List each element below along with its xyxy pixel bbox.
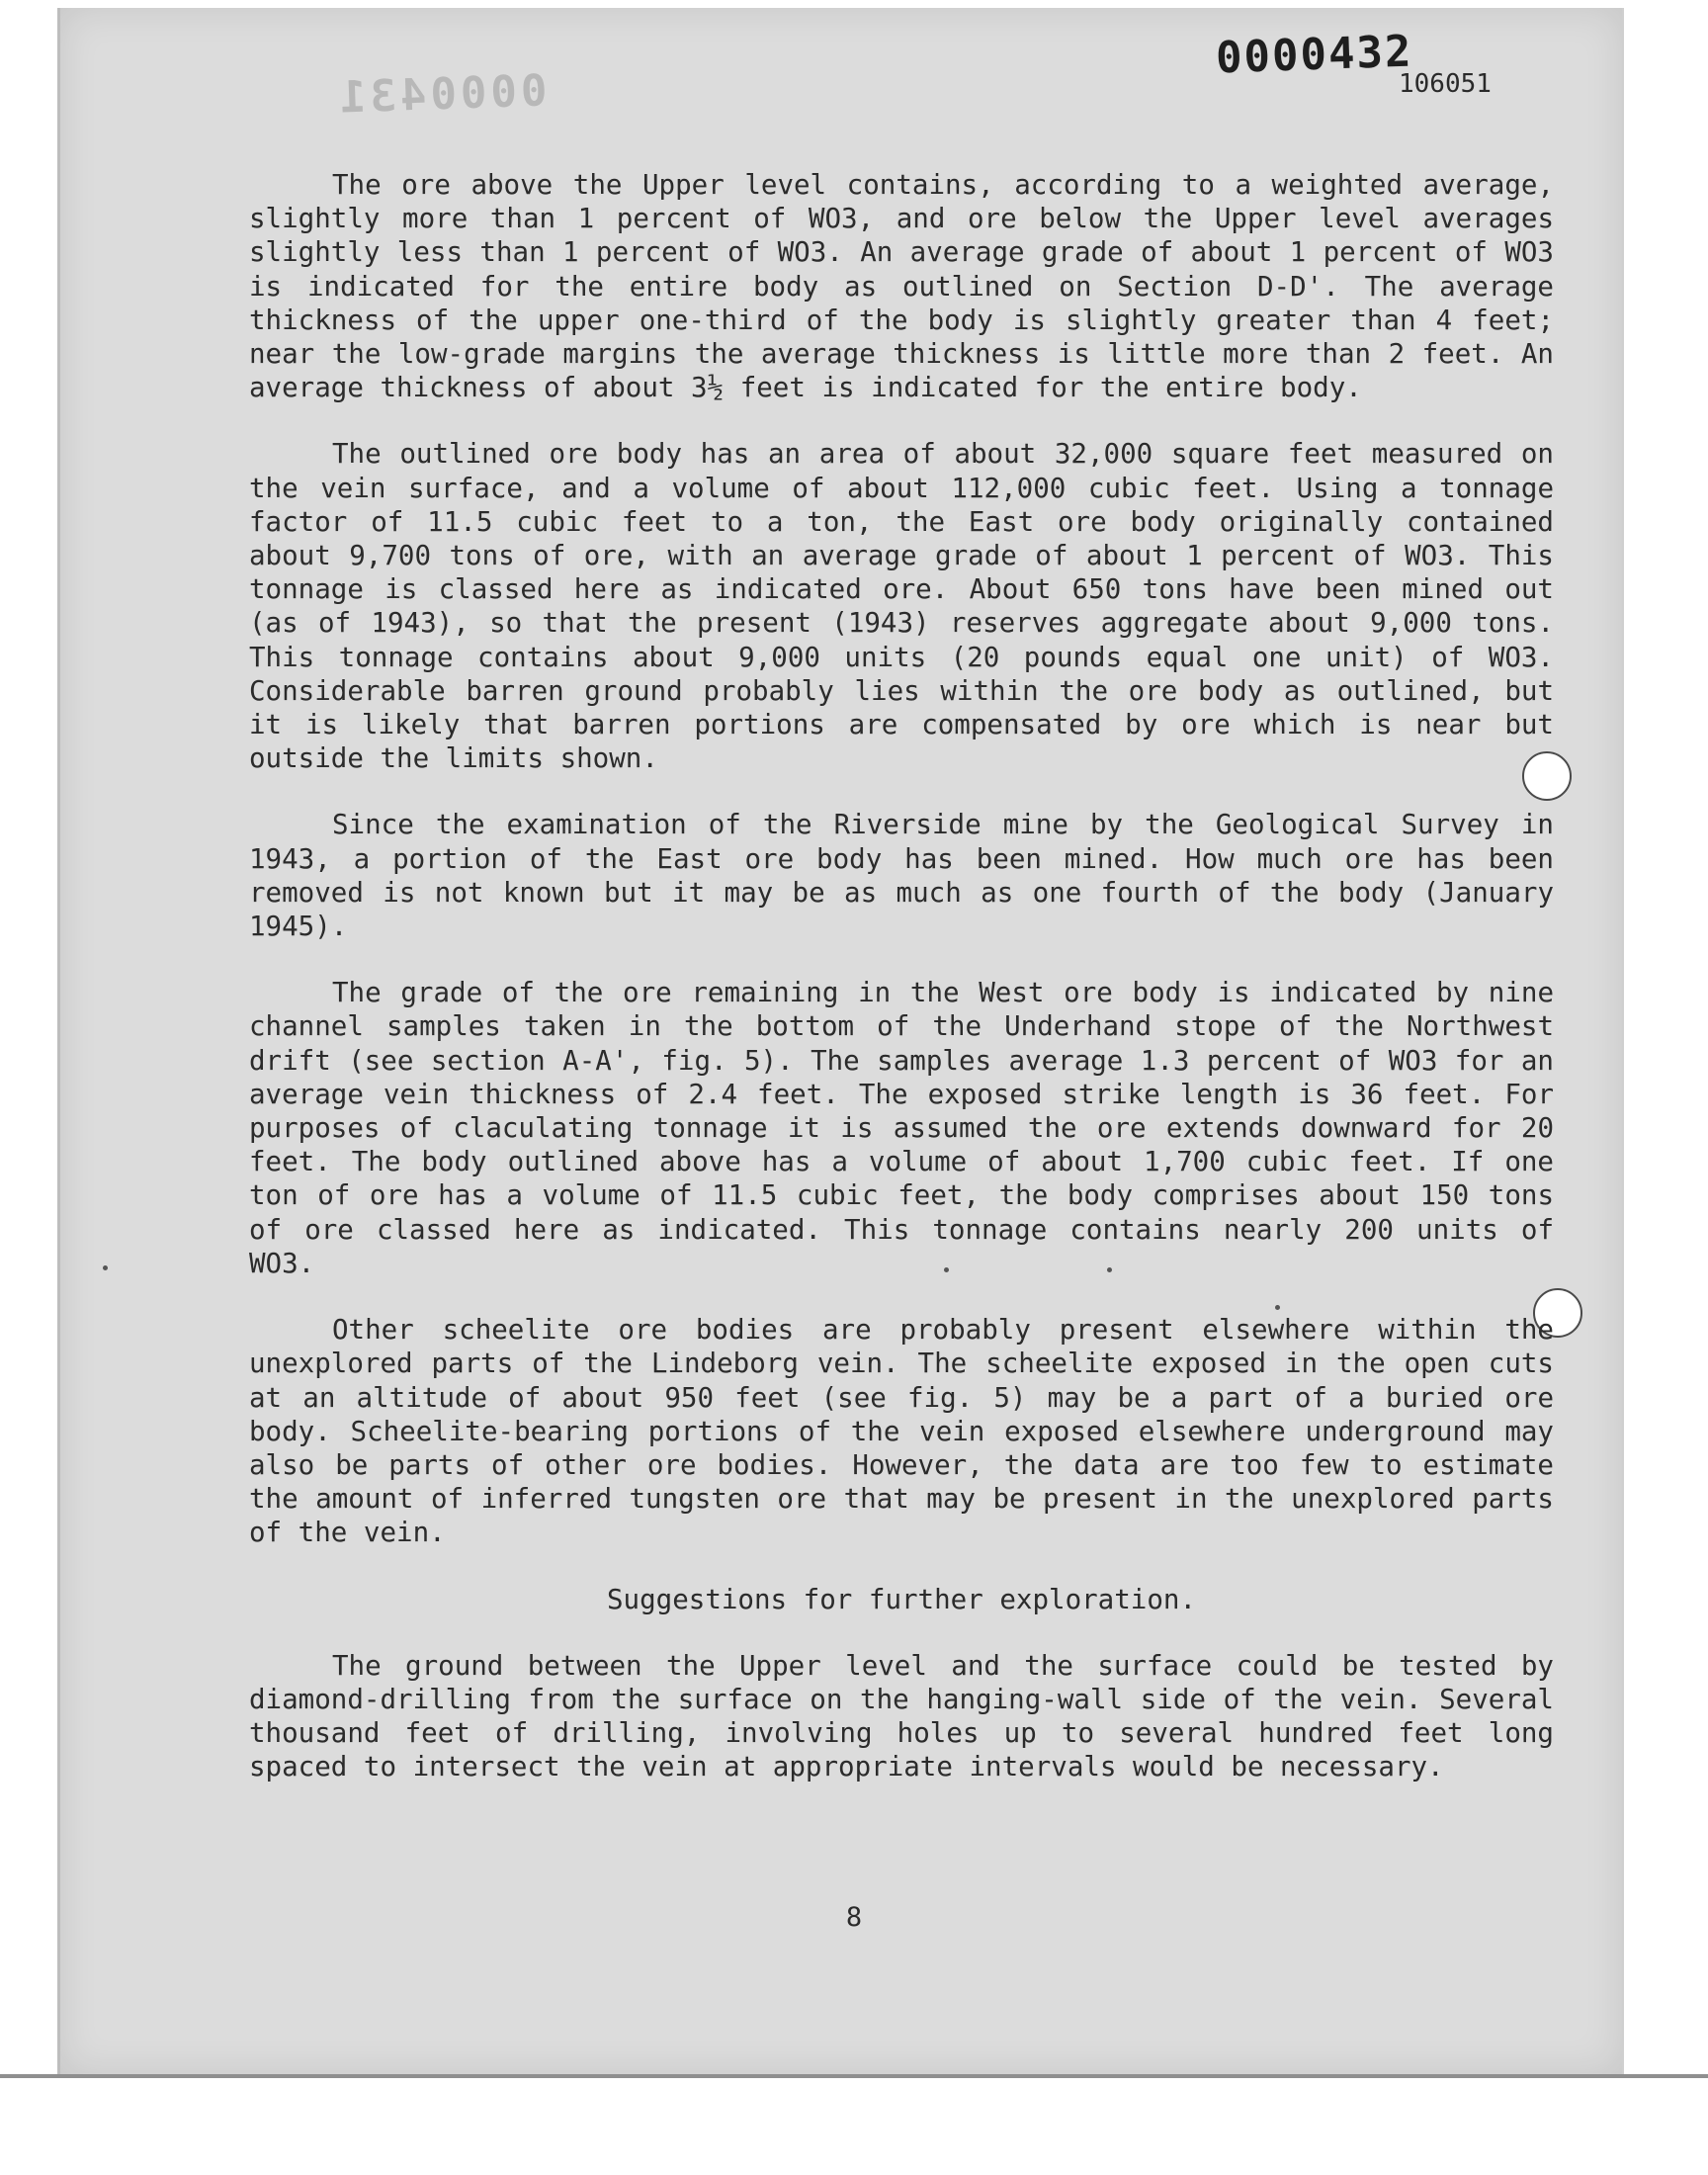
page-edge-shadow bbox=[0, 2074, 1708, 2078]
paragraph-mining-since-1943: Since the examination of the Riverside mine by the Geological Survey in 1943, a portion of the East ore body has been mined. How much ore has been removed is not known but it may be as much as one fourth of the body (January 1945). bbox=[249, 809, 1554, 943]
page-number: 8 bbox=[845, 1902, 863, 1933]
paragraph-west-ore-body: The grade of the ore remaining in the West ore body is indicated by nine channel samples taken in the bottom of the Underhand stope of the Northwest drift (see section A-A', fig. 5). The samples average 1.3 percent of WO3 for an average vein thickness of 2.4 feet. The exposed strike length is 36 feet. For purposes of claculating tonnage it is assumed the ore extends downward for 20 feet. The body outlined above has a volume of about 1,700 cubic feet. If one ton of ore has a volume of 11.5 cubic feet, the body comprises about 150 tons of ore classed here as indicated. This tonnage contains nearly 200 units of WO3. bbox=[249, 977, 1554, 1279]
paragraph-east-ore-body: The outlined ore body has an area of about 32,000 square feet measured on the vein surface, and a volume of about 112,000 cubic feet. Using a tonnage factor of 11.5 cubic feet to a ton, the East ore body originally contained about 9,700 tons of ore, with an average grade of about 1 percent of WO3. This tonnage is classed here as indicated ore. About 650 tons have been mined out (as of 1943), so that the present (1943) reserves aggregate about 9,000 tons. This tonnage contains about 9,000 units (20 pounds equal one unit) of WO3. Considerable barren ground probably lies within the ore body as outlined, but it is likely that barren portions are compensated by ore which is near but outside the limits shown. bbox=[249, 438, 1554, 775]
scan-speck bbox=[103, 1265, 108, 1270]
bleed-through-number: 0000431 bbox=[335, 65, 549, 124]
bates-stamp-number: 0000432 bbox=[1215, 26, 1414, 84]
paragraph-other-ore-bodies: Other scheelite ore bodies are probably present elsewhere within the unexplored parts of the Lindeborg vein. The scheelite exposed in the open cuts at an altitude of about 950 feet (see fig. 5) may be a part of a buried ore body. Scheelite-bearing portions of the vein exposed elsewhere underground may also be parts of other ore bodies. However, the data are too few to estimate the amount of inferred tungsten ore that may be present in the unexplored parts of the vein. bbox=[249, 1314, 1554, 1549]
document-id-number: 106051 bbox=[1399, 69, 1492, 99]
section-heading: Suggestions for further exploration. bbox=[606, 1583, 1197, 1615]
document-body bbox=[249, 168, 1554, 1817]
paragraph-exploration-suggestion: The ground between the Upper level and the surface could be tested by diamond-drilling from the surface on the hanging-wall side of the vein. Several thousand feet of drilling, involving holes up to several hundred feet long spaced to intersect the vein at appropriate intervals would be necessary. bbox=[249, 1649, 1554, 1784]
paragraph-ore-grade: The ore above the Upper level contains, according to a weighted average, slightly more than 1 percent of WO3, and ore below the Upper level averages slightly less than 1 percent of WO3. An average grade of about 1 percent of WO3 is indicated for the entire body as outlined on Section D-D'. The average thickness of the upper one-third of the body is slightly greater than 4 feet; near the low-grade margins the average thickness is little more than 2 feet. An average thickness of about 3½ feet is indicated for the entire body. bbox=[249, 169, 1554, 404]
